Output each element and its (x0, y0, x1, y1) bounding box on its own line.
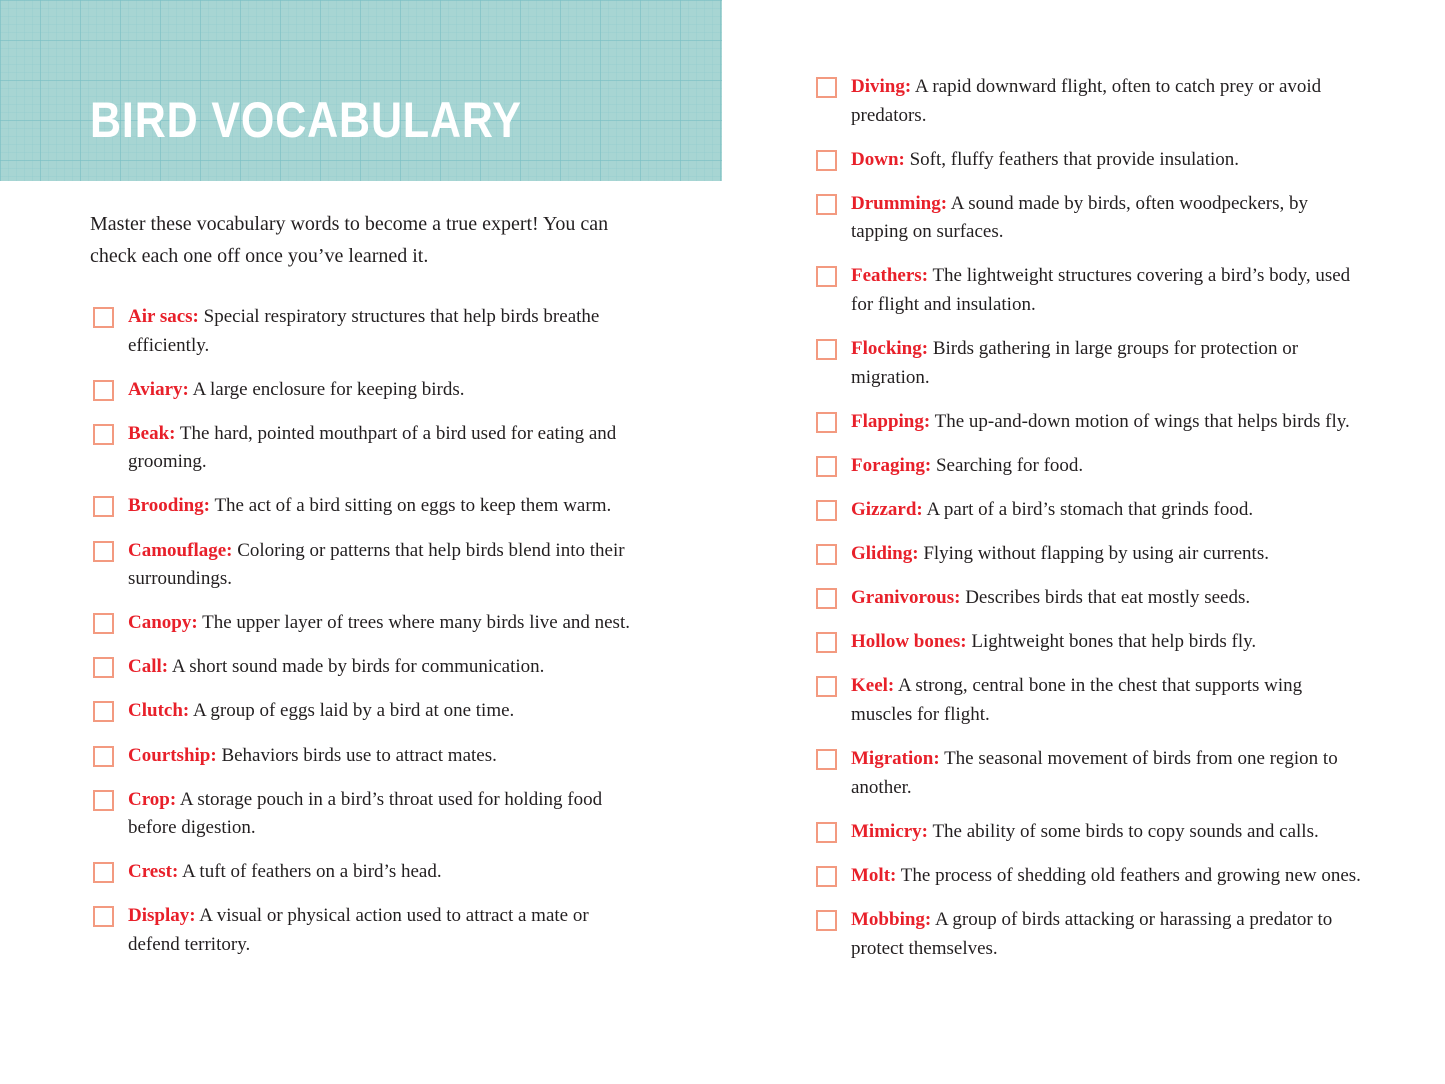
checkbox[interactable] (816, 588, 837, 609)
vocabulary-term: Foraging: (851, 454, 932, 476)
vocabulary-term: Feathers: (851, 265, 929, 287)
vocabulary-definition: The ability of some birds to copy sounds and calls. (932, 820, 1319, 842)
vocabulary-term: Hollow bones: (851, 631, 967, 653)
vocabulary-list-left (93, 303, 638, 975)
vocabulary-item (816, 818, 1361, 847)
intro-text: Master these vocabulary words to become a true expert! You can check each one off once you’ve learned it. (90, 213, 609, 267)
checkbox[interactable] (816, 412, 837, 433)
vocabulary-term: Display: (128, 905, 196, 927)
vocabulary-item (93, 902, 638, 959)
checkbox[interactable] (93, 862, 114, 883)
vocabulary-term: Mobbing: (851, 908, 932, 930)
vocabulary-definition: A part of a bird’s stomach that grinds food. (926, 499, 1254, 521)
vocabulary-item (816, 628, 1361, 657)
checkbox[interactable] (93, 380, 114, 401)
vocabulary-term: Air sacs: (128, 306, 199, 327)
vocabulary-item (93, 303, 638, 360)
checkbox[interactable] (93, 790, 114, 811)
vocabulary-term: Camouflage: (128, 539, 233, 561)
checkbox[interactable] (93, 746, 114, 767)
vocabulary-term: Molt: (851, 864, 897, 886)
vocabulary-term: Drumming: (851, 192, 948, 214)
vocabulary-item (816, 540, 1361, 569)
vocabulary-definition: A large enclosure for keeping birds. (192, 378, 465, 400)
checkbox[interactable] (93, 496, 114, 517)
checkbox[interactable] (816, 456, 837, 477)
vocabulary-item (93, 786, 638, 843)
vocabulary-item (93, 742, 638, 771)
vocabulary-term: Flapping: (851, 410, 931, 432)
vocabulary-term: Diving: (851, 76, 912, 97)
vocabulary-term: Canopy: (128, 612, 198, 634)
vocabulary-definition: The hard, pointed mouthpart of a bird used for eating and grooming. (128, 422, 617, 473)
vocabulary-item (816, 584, 1361, 613)
vocabulary-item (93, 537, 638, 594)
checkbox[interactable] (816, 500, 837, 521)
checkbox[interactable] (816, 632, 837, 653)
vocabulary-definition: A rapid downward flight, often to catch prey or avoid predators. (851, 76, 1322, 126)
checkbox[interactable] (816, 544, 837, 565)
vocabulary-item (816, 452, 1361, 481)
vocabulary-term: Brooding: (128, 495, 211, 517)
checkbox[interactable] (816, 866, 837, 887)
vocabulary-item (816, 672, 1361, 729)
checkbox[interactable] (816, 910, 837, 931)
checkbox[interactable] (816, 194, 837, 215)
vocabulary-definition: A strong, central bone in the chest that supports wing muscles for flight. (851, 675, 1303, 725)
vocabulary-definition: Searching for food. (935, 454, 1084, 476)
vocabulary-item (816, 745, 1361, 802)
vocabulary-item (93, 492, 638, 521)
vocabulary-term: Gizzard: (851, 499, 923, 521)
checkbox[interactable] (93, 307, 114, 328)
vocabulary-definition: The up-and-down motion of wings that helps birds fly. (934, 410, 1350, 432)
checkbox[interactable] (93, 613, 114, 634)
vocabulary-definition: Describes birds that eat mostly seeds. (965, 587, 1251, 609)
checkbox[interactable] (816, 77, 837, 98)
page-title: BIRD VOCABULARY (90, 92, 522, 148)
vocabulary-item (816, 496, 1361, 525)
vocabulary-definition: A group of birds attacking or harassing a predator to protect themselves. (851, 908, 1333, 959)
vocabulary-definition: Birds gathering in large groups for protection or migration. (851, 338, 1299, 388)
vocabulary-term: Mimicry: (851, 820, 929, 842)
checkbox[interactable] (816, 150, 837, 171)
checkbox[interactable] (93, 657, 114, 678)
checkbox[interactable] (816, 749, 837, 770)
vocabulary-term: Call: (128, 656, 169, 678)
vocabulary-term: Granivorous: (851, 587, 961, 609)
vocabulary-definition: Soft, fluffy feathers that provide insulation. (909, 148, 1240, 170)
checkbox[interactable] (816, 339, 837, 360)
vocabulary-term: Aviary: (128, 378, 189, 400)
title-banner (0, 0, 722, 181)
vocabulary-item (816, 262, 1361, 319)
checkbox[interactable] (93, 906, 114, 927)
vocabulary-term: Crop: (128, 788, 177, 810)
vocabulary-item (816, 146, 1361, 175)
vocabulary-item (816, 190, 1361, 247)
vocabulary-definition: Flying without flapping by using air currents. (923, 543, 1269, 565)
vocabulary-term: Down: (851, 148, 905, 170)
vocabulary-definition: A storage pouch in a bird’s throat used for holding food before digestion. (128, 788, 603, 839)
vocabulary-term: Flocking: (851, 338, 929, 360)
vocabulary-definition: Lightweight bones that help birds fly. (971, 631, 1257, 653)
vocabulary-definition: The lightweight structures covering a bird’s body, used for flight and insulation. (851, 265, 1351, 316)
vocabulary-definition: The seasonal movement of birds from one region to another. (851, 748, 1338, 798)
vocabulary-term: Clutch: (128, 700, 190, 722)
vocabulary-item (93, 653, 638, 682)
vocabulary-definition: A visual or physical action used to attract a mate or defend territory. (128, 905, 589, 955)
vocabulary-term: Gliding: (851, 543, 919, 565)
vocabulary-definition: A tuft of feathers on a bird’s head. (182, 861, 442, 883)
checkbox[interactable] (816, 676, 837, 697)
vocabulary-definition: Behaviors birds use to attract mates. (221, 744, 497, 766)
vocabulary-item (816, 73, 1361, 130)
vocabulary-item (93, 420, 638, 477)
checkbox[interactable] (93, 541, 114, 562)
vocabulary-definition: Coloring or patterns that help birds blend into their surroundings. (128, 539, 625, 590)
vocabulary-definition: The upper layer of trees where many birds live and nest. (202, 612, 630, 634)
vocabulary-term: Keel: (851, 675, 895, 697)
vocabulary-list-right (816, 73, 1361, 979)
vocabulary-term: Migration: (851, 748, 940, 770)
vocabulary-item (93, 376, 638, 405)
vocabulary-definition: The act of a bird sitting on eggs to keep them warm. (214, 495, 612, 517)
vocabulary-definition: A group of eggs laid by a bird at one time. (192, 700, 515, 722)
vocabulary-item (816, 906, 1361, 963)
vocabulary-definition: A sound made by birds, often woodpeckers, by tapping on surfaces. (851, 192, 1309, 243)
vocabulary-item (93, 697, 638, 726)
vocabulary-item (93, 609, 638, 638)
vocabulary-term: Courtship: (128, 744, 217, 766)
vocabulary-term: Crest: (128, 861, 179, 883)
vocabulary-item (816, 862, 1361, 891)
checkbox[interactable] (816, 822, 837, 843)
vocabulary-item (93, 858, 638, 887)
vocabulary-item (816, 335, 1361, 392)
checkbox[interactable] (93, 701, 114, 722)
vocabulary-term: Beak: (128, 422, 176, 444)
vocabulary-item (816, 408, 1361, 437)
vocabulary-definition: Special respiratory structures that help birds breathe efficiently. (128, 306, 600, 356)
vocabulary-definition: A short sound made by birds for communication. (171, 656, 545, 678)
checkbox[interactable] (93, 424, 114, 445)
checkbox[interactable] (816, 266, 837, 287)
vocabulary-definition: The process of shedding old feathers and growing new ones. (900, 864, 1361, 886)
